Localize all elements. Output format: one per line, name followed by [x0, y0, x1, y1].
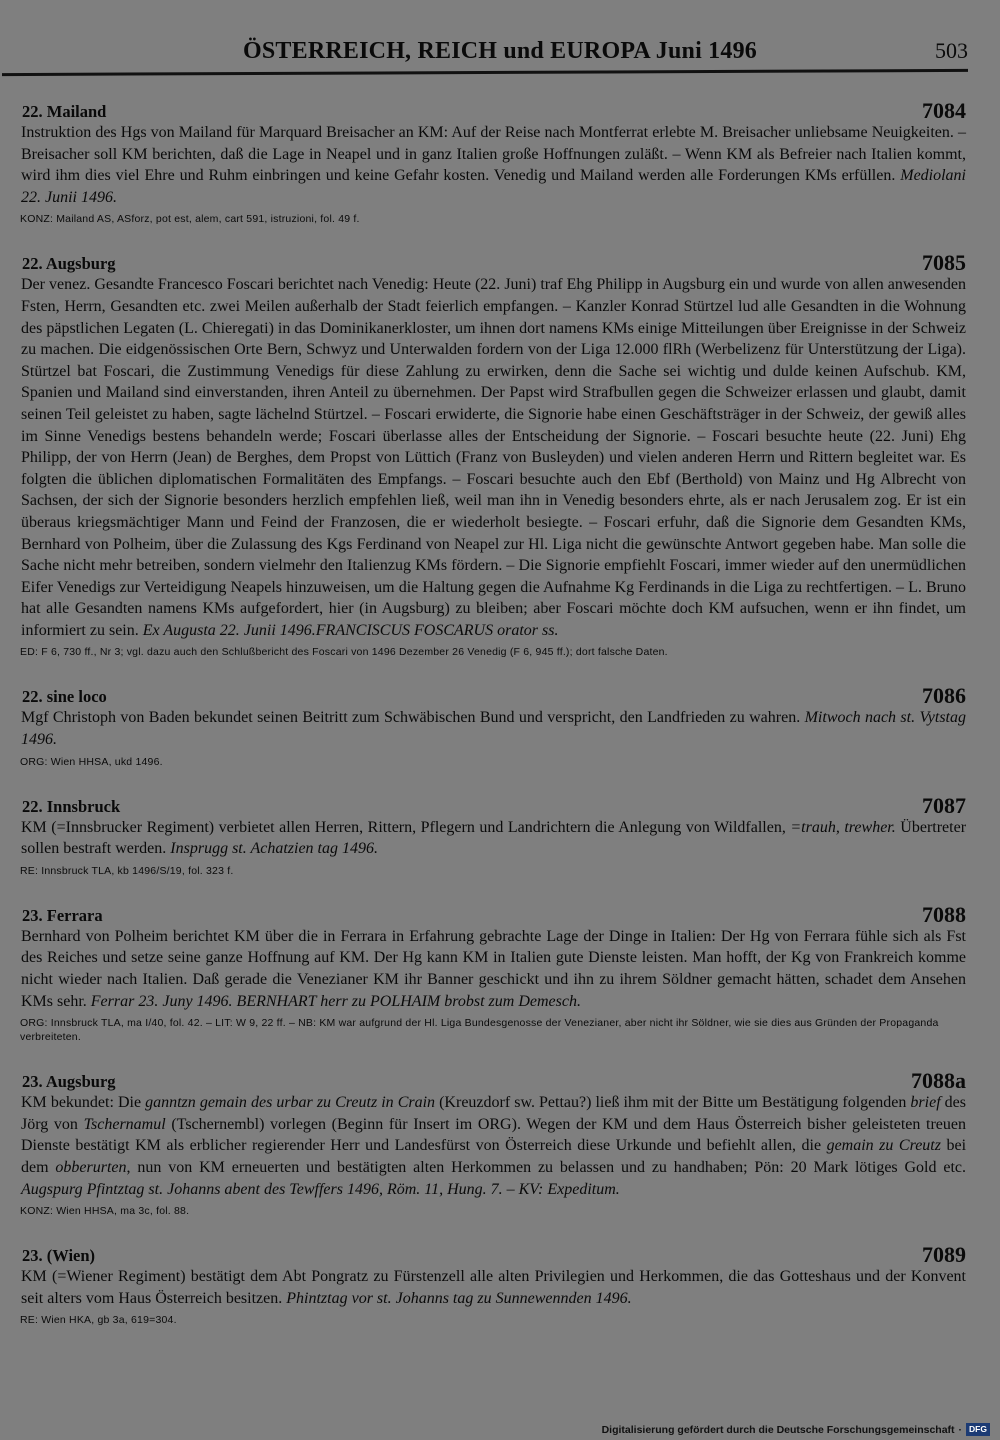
entry-number: 7087 — [922, 792, 966, 818]
entry-body — [20, 274, 966, 641]
text-segment: des Jörg von — [21, 1094, 967, 1133]
entry-date-place: 22. Augsburg — [22, 254, 116, 274]
dfg-logo-icon: DFG — [966, 1423, 990, 1436]
entry-source-note: KONZ: Wien HHSA, ma 3c, fol. 88. — [20, 1205, 190, 1218]
entry-body — [20, 1266, 966, 1309]
entry-date-place: 23. Augsburg — [22, 1072, 116, 1092]
footer-text: Digitalisierung gefördert durch die Deutsche Forschungsgemeinschaft — [601, 1423, 955, 1436]
text-segment: Der venez. Gesandte Francesco Foscari berichtet nach Venedig: Heute (22. Juni) traf Ehg Philipp in Augsburg ein und wurde von allen anwesenden Fsten, Herrn, Gesandten etc. zwei Meilen außerhalb der Stadt feierlich empfangen. – Kanzler Konrad Stürtzel lud alle Gesandten in die Wohnung des päpstlichen Legaten (L. Chieregati) in das Dominikanerkloster, um ihnen dort namens KMs einige Mitteilungen über Ereignisse in der Schweiz zu machen. Die eidgenössischen Orte Bern, Schwyz und Unterwalden fordern von der Liga 12.000 flRh (Werbelizenz für Unterstützung der Liga). Stürtzel bat Foscari, die Zustimmung Venedigs für diese Zahlung zu erwirken, denn die Sache sei wichtig und dulde keinen Aufschub. KM, Spanien und Mailand sind einverstanden, ihren Anteil zu übernehmen. Der Papst wird Strafbullen gegen die Schweizer erlassen und glaubt, damit seinen Teil geleistet zu haben, sagte lächelnd Stürtzel. – Foscari erwiderte, die Signorie habe einen Geschäftsträger in der Schweiz, der gewiß alles im Sinne Venedigs bestens behandeln werde; Foscari überlasse alles der Entscheidung der Signorie. – Foscari besuchte heute (22. Juni) Ehg Philipp, der von Herrn (Jean) de Berghes, dem Propst von Lüttich (Franz von Busleyden) und vielen anderen Herrn und Rittern begleitet war. Es folgten die üblichen diplomatischen Formalitäten des Empfangs. – Foscari besuchte auch den Ebf (Berthold) von Mainz und Hg Albrecht von Sachsen, der sich der Signorie besonders herzlich empfehlen ließ, weil man ihn in Venedig besonders ehrte, als er nach Jerusalem zog. Er ist ein überaus kriegsmächtiger Mann und Feind der Franzosen, die er wiederholt besiegte. – Foscari erfuhr, daß die Signorie dem Gesandten KMs, Bernhard von Polheim, über die Zulassung des Kgs Ferdinand von Neapel zur Hl. Liga nicht die gewünschte Antwort gegeben habe. Man solle die Sache nicht mehr betreiben, sondern vielmehr den Italienzug KMs fördern. – Die Signorie empfiehlt Foscari, immer wieder auf den unermüdlichen Eifer Venedigs zur Verteidigung Neapels hinzuweisen, um die Haltung gegen die Aufnahme Kg Ferdinands in die Liga zu rechtfertigen. – L. Bruno hat alle Gesandten namens KMs aufgefordert, hier (in Augsburg) zu bleiben; aber Foscari möchte doch KM aufsuchen, wenn er ihn findet, um informiert zu sein. — [21, 276, 966, 639]
italic-segment: Mediolani 22. Junii 1496. — [21, 167, 966, 206]
text-segment: (Tschernembl) vorlegen (Beginn für Insert im ORG). Wegen der KM und dem Haus Österreich bisher geleisteten treuen Dienste bestätigt KM als erblicher regierender Herr und Landesfürst von Österreich diese Urkunde und befiehlt allen, die — [21, 1115, 966, 1155]
entry-heading — [20, 248, 966, 274]
text-segment: , nun von KM erneuerten und bestätigten alten Herkommen zu belassen und zu handhaben; Pön: 20 Mark lötiges Gold etc. — [126, 1159, 967, 1176]
footer: Digitalisierung gefördert durch die Deutsche Forschungsgemeinschaft · DFG — [602, 1423, 990, 1436]
italic-segment: Tschernamul — [83, 1115, 166, 1133]
italic-segment: Phintztag vor st. Johanns tag zu Sunnewennden 1496. — [286, 1289, 632, 1307]
running-title: ÖSTERREICH, REICH und EUROPA Juni 1496 — [243, 38, 757, 64]
entry-body — [20, 817, 966, 860]
entry-number: 7085 — [922, 250, 966, 276]
italic-segment: gemain zu Creutz — [826, 1137, 941, 1155]
italic-segment: Ferrar 23. Juny 1496. BERNHART herr zu POLHAIM brobst zum Demesch. — [90, 992, 581, 1010]
entry-number: 7086 — [922, 683, 966, 709]
entries-list — [20, 96, 966, 1349]
entry-source-note: RE: Innsbruck TLA, kb 1496/S/19, fol. 323 f. — [20, 864, 234, 877]
italic-segment: ganntzn gemain des urbar zu Creutz in Crain — [145, 1094, 436, 1112]
italic-segment: Mitwoch nach st. Vytstag 1496. — [21, 709, 967, 749]
entry-source-note: ORG: Innsbruck TLA, ma I/40, fol. 42. – LIT: W 9, 22 ff. – NB: KM war aufgrund der Hl. Liga Bundesgenosse der Venezianer, aber nicht ihr Söldner, wie sie dies aus Gründen der Propaganda verbreiteten. — [20, 1017, 939, 1044]
italic-segment: =trauh, trewher. — [790, 818, 896, 836]
entry-heading — [20, 96, 966, 122]
entry-date-place: 22. Mailand — [22, 102, 107, 121]
italic-segment: obberurten — [55, 1159, 127, 1176]
entry-body — [20, 926, 966, 1012]
entry-source-note: KONZ: Mailand AS, ASforz, pot est, alem, cart 591, istruzioni, fol. 49 f. — [20, 213, 360, 226]
entry-number: 7084 — [922, 98, 966, 123]
entry-source-note: ED: F 6, 730 ff., Nr 3; vgl. dazu auch den Schlußbericht des Foscari von 1496 Dezember 26 Venedig (F 6, 945 ff.); dort falsche Daten. — [20, 646, 668, 659]
entry-7088a — [20, 1066, 966, 1218]
text-segment: KM (=Innsbrucker Regiment) verbietet allen Herren, Rittern, Pflegern und Landrichtern die Anlegung von Wildfallen, — [21, 818, 791, 836]
entry-heading — [20, 1066, 966, 1092]
italic-segment: Augspurg Pfintztag st. Johanns abent des Tewffers 1496, Röm. 11, Hung. 7. – KV: Expeditum. — [21, 1180, 620, 1198]
entry-source-note: ORG: Wien HHSA, ukd 1496. — [20, 755, 163, 768]
entry-number: 7089 — [922, 1242, 966, 1268]
entry-date-place: 23. (Wien) — [22, 1246, 96, 1266]
entry-7088 — [20, 900, 966, 1044]
entry-body — [20, 1092, 966, 1200]
entry-7089 — [20, 1240, 966, 1327]
entry-7086 — [20, 681, 966, 768]
entry-heading — [20, 791, 966, 817]
text-segment: KM bekundet: Die — [21, 1094, 146, 1112]
text-segment: bei dem — [21, 1137, 967, 1176]
entry-number: 7088 — [922, 901, 966, 927]
entry-source-note: RE: Wien HKA, gb 3a, 619=304. — [20, 1314, 177, 1327]
entry-7084 — [20, 96, 966, 226]
text-segment: KM (=Wiener Regiment) bestätigt dem Abt Pongratz zu Fürstenzell alle alten Privilegien und Herkommen, die das Gotteshaus und der Konvent seit alters vom Haus Österreich besitzen. — [21, 1268, 966, 1307]
entry-date-place: 23. Ferrara — [22, 905, 103, 925]
entry-heading — [20, 681, 966, 707]
italic-segment: Ex Augusta 22. Junii 1496.FRANCISCUS FOSCARUS orator ss. — [142, 621, 559, 639]
entry-7085 — [20, 248, 966, 659]
entry-date-place: 22. Innsbruck — [22, 796, 121, 816]
entry-heading — [20, 1240, 966, 1266]
page-number: 503 — [935, 38, 968, 63]
text-segment: Mgf Christoph von Baden bekundet seinen Beitritt zum Schwäbischen Bund und verspricht, den Landfrieden zu wahren. — [21, 709, 805, 727]
text-segment: Übertreter sollen bestraft werden. — [21, 818, 967, 858]
entry-7087 — [20, 791, 966, 878]
text-segment: Instruktion des Hgs von Mailand für Marquard Breisacher an KM: Auf der Reise nach Montferrat erlebte M. Breisacher unliebsame Neuigkeiten. – Breisacher soll KM berichten, daß die Lage in Neapel und in ganz Italien große Hoffnungen zuläßt. – Wenn KM als Befreier nach Italien kommt, wird ihm dies viel Ehre und Ruhm einbringen und keine Gefahr kosten. Venedig und Mailand werden alle Forderungen KMs erfüllen. — [21, 124, 966, 185]
text-segment: (Kreuzdorf sw. Pettau?) ließ ihm mit der Bitte um Bestätigung folgenden — [435, 1094, 911, 1112]
entry-body — [20, 707, 966, 750]
entry-number: 7088a — [911, 1068, 966, 1094]
text-segment: Bernhard von Polheim berichtet KM über die in Ferrara in Erfahrung gebrachte Lage der Dinge in Italien: Der Hg von Ferrara fühle sich als Fst des Reiches und setze seine ganze Hoffnung auf KM. Der Hg kann KM in Italien gute Dienste leisten. Man hofft, der Kg von Frankreich komme nicht wieder nach Italien. Daß gerade die Venezianer KM ihr Banner geschickt und ihn zu ihrem Söldner gemacht hätten, schadet dem Ansehen KMs sehr. — [21, 927, 966, 1010]
entry-date-place: 22. sine loco — [22, 687, 107, 707]
italic-segment: Insprugg st. Achatzien tag 1496. — [170, 840, 378, 858]
entry-body — [20, 122, 966, 208]
entry-heading — [20, 900, 966, 926]
italic-segment: brief — [910, 1094, 941, 1112]
